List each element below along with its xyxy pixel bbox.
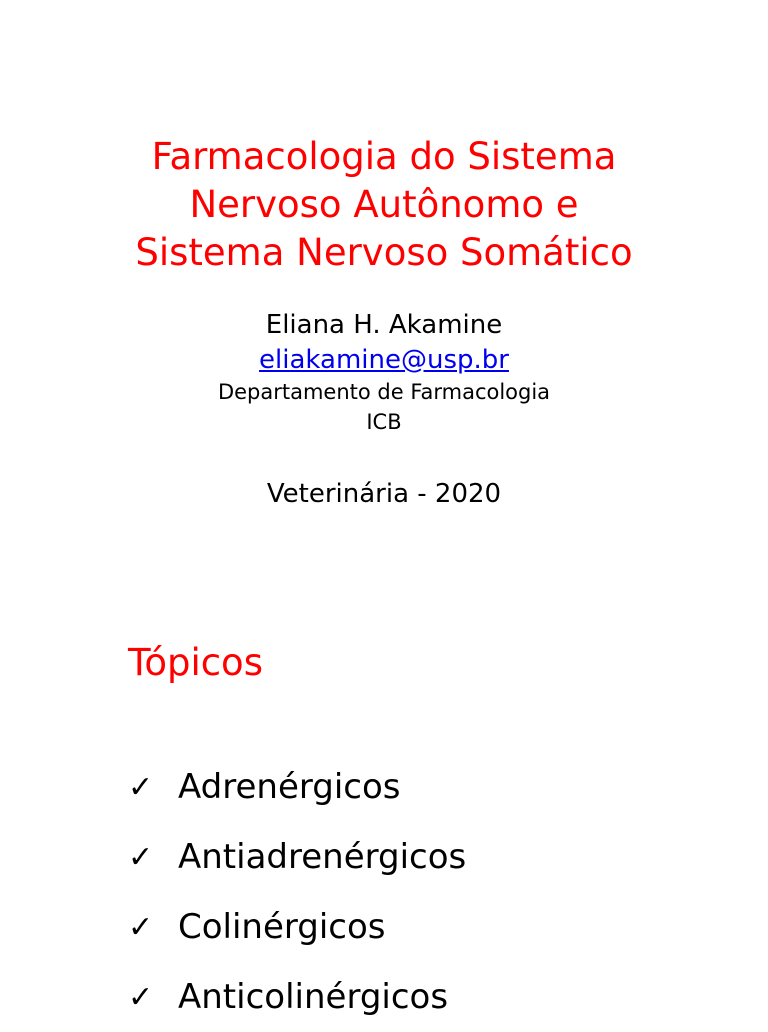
list-item (128, 892, 466, 962)
checkmark-icon: ✓ (128, 909, 154, 945)
checkmark-icon: ✓ (128, 979, 154, 1015)
topic-label: Anticolinérgicos (178, 977, 449, 1017)
checkmark-icon: ✓ (128, 769, 154, 805)
topic-label: Adrenérgicos (178, 767, 401, 807)
topics-heading: Tópicos (128, 641, 263, 684)
list-item (128, 752, 466, 822)
institute-name: ICB (366, 410, 402, 434)
author-name: Eliana H. Akamine (265, 310, 503, 340)
list-item (128, 962, 466, 1032)
checkmark-icon: ✓ (128, 839, 154, 875)
author-block (0, 307, 768, 437)
author-email-link[interactable]: eliakamine@usp.br (259, 345, 509, 375)
topic-label: Colinérgicos (178, 907, 386, 947)
presentation-title (0, 133, 768, 277)
title-line-1: Farmacologia do Sistema (151, 135, 617, 178)
title-line-3: Sistema Nervoso Somático (135, 231, 633, 274)
topic-label: Antiadrenérgicos (178, 837, 467, 877)
title-line-2: Nervoso Autônomo e (189, 183, 579, 226)
department-name: Departamento de Farmacologia (217, 380, 551, 404)
course-year: Veterinária - 2020 (266, 479, 502, 509)
topic-list (128, 752, 466, 1032)
list-item (128, 822, 466, 892)
